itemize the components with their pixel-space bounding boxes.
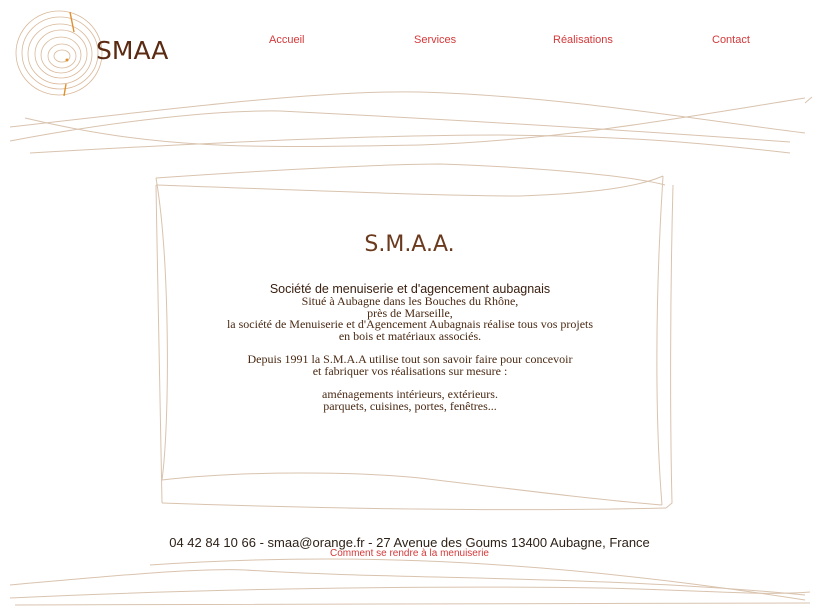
nav-contact[interactable]: Contact <box>712 34 750 46</box>
logo[interactable] <box>14 4 169 104</box>
intro-line: près de Marseille, <box>367 305 453 320</box>
logo-text: SMAA <box>96 36 169 65</box>
intro-line: en bois et matériaux associés. <box>338 328 482 343</box>
nav-accueil[interactable]: Accueil <box>269 34 305 46</box>
nav-services[interactable]: Services <box>414 34 457 46</box>
since-line: Depuis 1991 la S.M.A.A utilise tout son savoir faire pour concevoir <box>247 352 573 366</box>
footer-contact: 04 42 84 10 66 - smaa@orange.fr - 27 Avenue des Goums 13400 Aubagne, France <box>169 535 650 550</box>
page-title: S.M.A.A. <box>364 232 455 257</box>
services-line: aménagements intérieurs, extérieurs. <box>322 387 498 401</box>
since-line: et fabriquer vos réalisations sur mesure : <box>312 363 508 378</box>
services-line: parquets, cuisines, portes, fenêtres... <box>323 398 497 413</box>
subtitle: Société de menuiserie et d'agencement aubagnais <box>269 282 551 296</box>
intro-line: Situé à Aubagne dans les Bouches du Rhône, <box>301 294 519 308</box>
intro-content <box>160 282 660 412</box>
intro-line: la société de Menuiserie et d'Agencement Aubagnais réalise tous vos projets <box>226 317 594 331</box>
directions-link[interactable]: Comment se rendre à la menuiserie <box>330 548 489 559</box>
nav-realisations[interactable]: Réalisations <box>553 34 613 46</box>
